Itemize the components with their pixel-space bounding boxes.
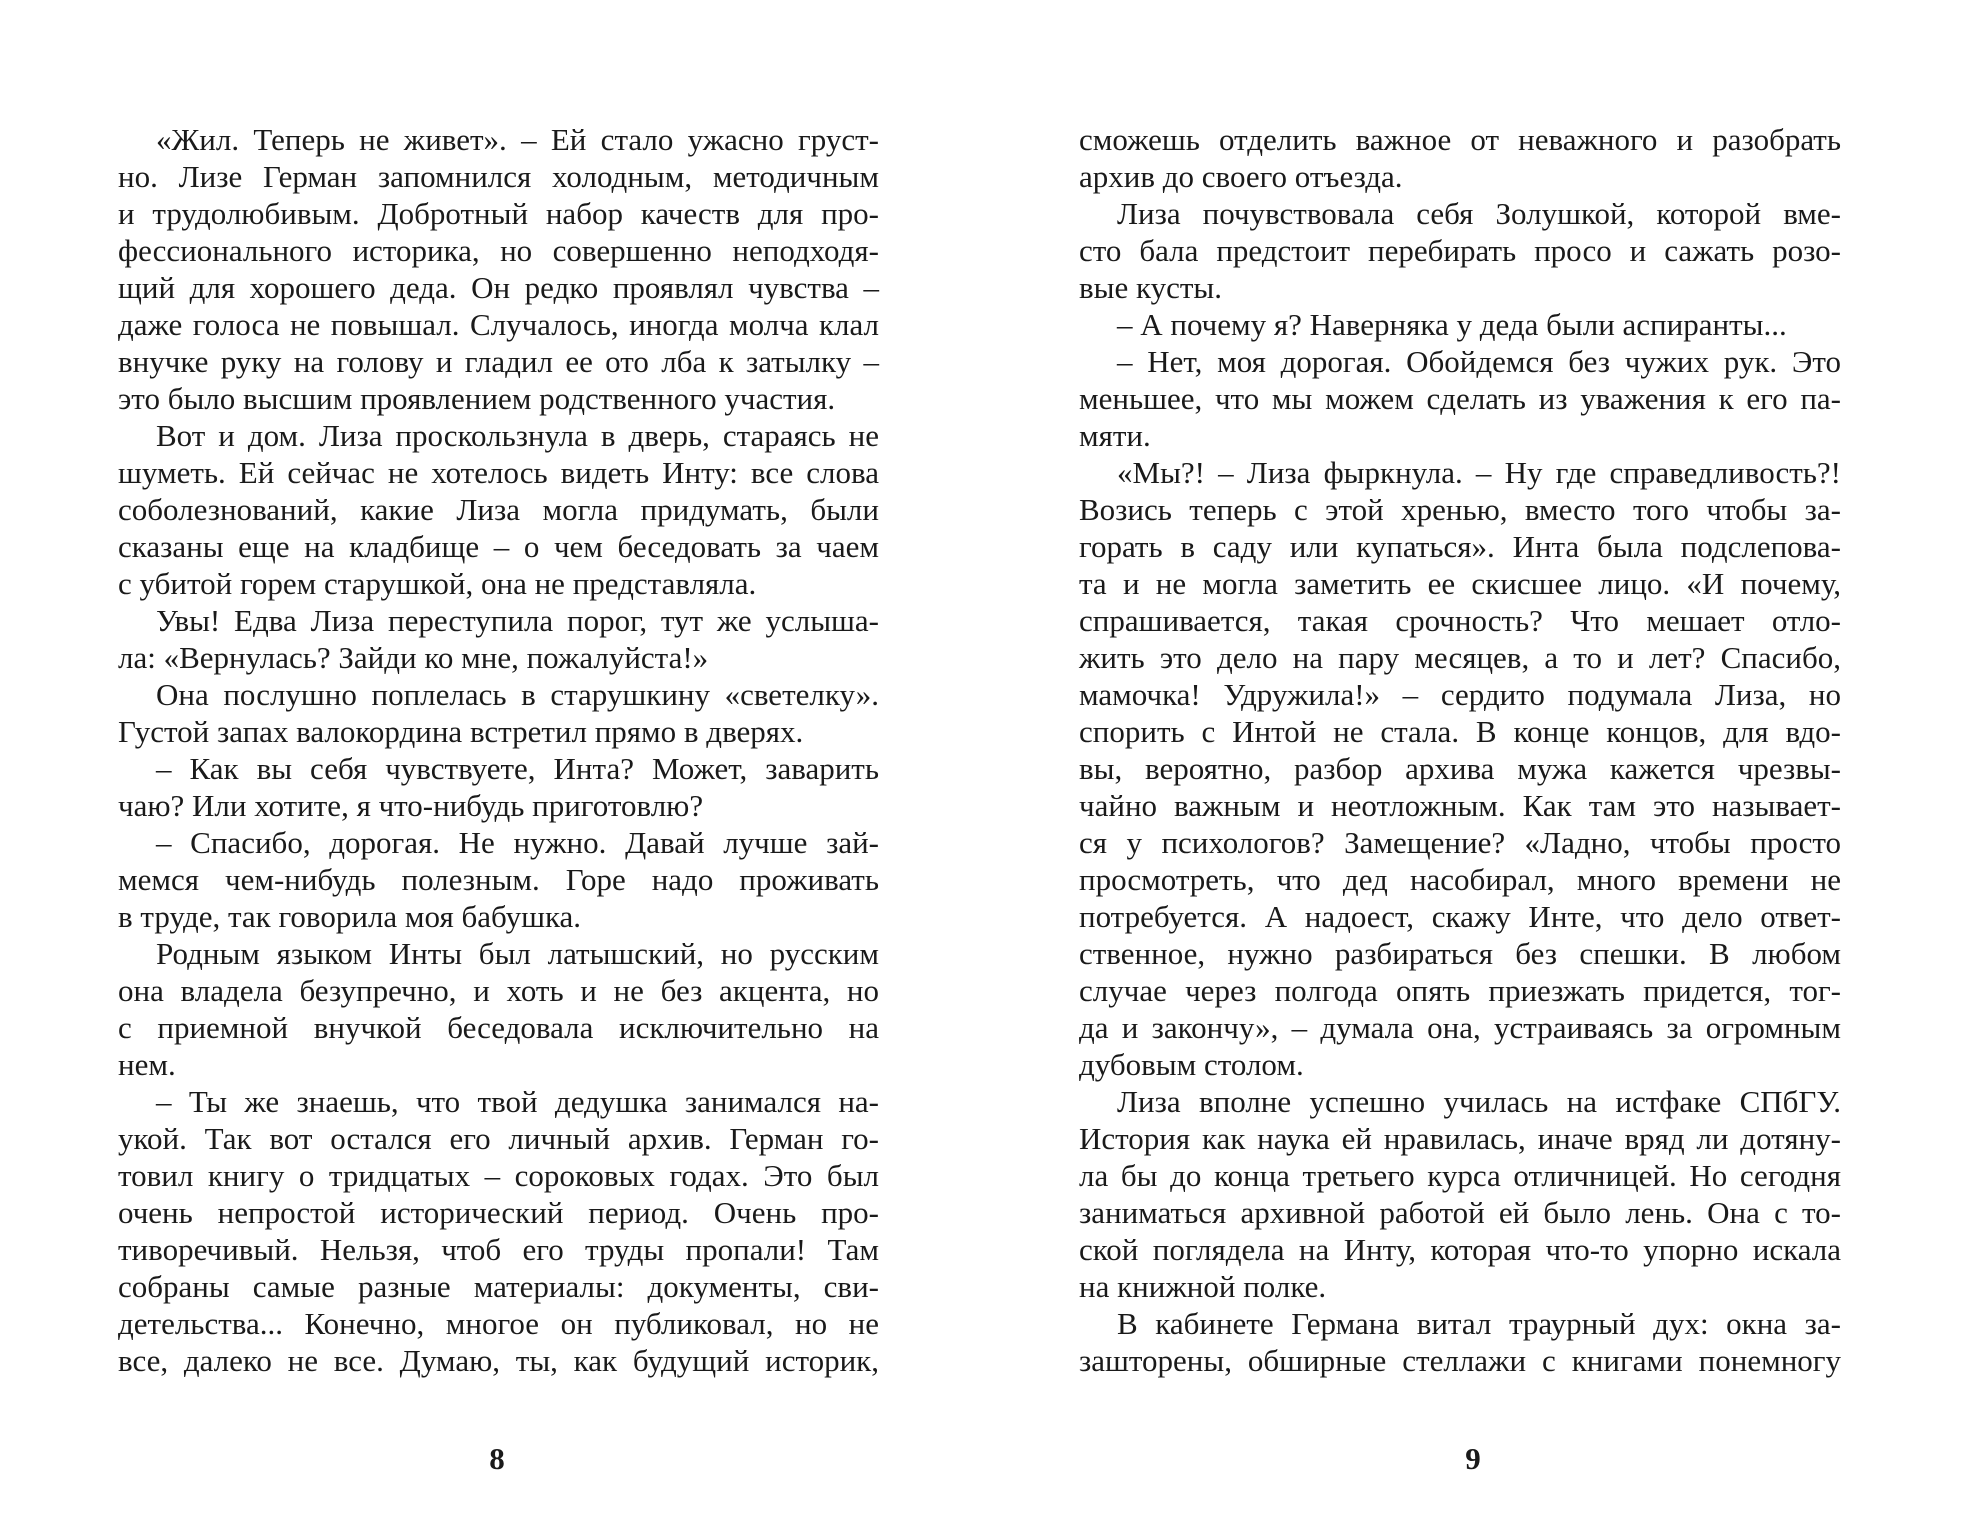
text-line: с убитой горем старушкой, она не представляла.	[118, 566, 757, 601]
text-line: нем.	[118, 1047, 176, 1082]
text-line: просмотреть, что дед насобирал, много времени не	[1079, 862, 1841, 897]
page-number: 8	[489, 1441, 505, 1476]
text-line: мяти.	[1079, 418, 1151, 453]
text-line: – А почему я? Наверняка у деда были аспиранты...	[1117, 307, 1787, 342]
text-line: – Спасибо, дорогая. Не нужно. Давай лучше зай-	[156, 825, 879, 860]
text-line: ся у психологов? Замещение? «Ладно, чтобы просто	[1079, 825, 1841, 860]
right-page	[984, 0, 1968, 1536]
text-line: тиворечивый. Нельзя, чтоб его труды пропали! Там	[118, 1232, 879, 1267]
text-line: сможешь отделить важное от неважного и разобрать	[1079, 122, 1841, 157]
text-line: Она послушно поплелась в старушкину «светелку».	[156, 677, 879, 712]
text-line: архив до своего отъезда.	[1079, 159, 1403, 194]
text-line: спрашивается, такая срочность? Что мешает отло-	[1079, 603, 1841, 638]
text-line: меньшее, что мы можем сделать из уважения к его па-	[1079, 381, 1841, 416]
text-line: все, далеко не все. Думаю, ты, как будущий историк,	[118, 1343, 879, 1378]
text-line: но. Лизе Герман запомнился холодным, методичным	[118, 159, 879, 194]
text-line: Лиза вполне успешно училась на истфаке СПбГУ.	[1117, 1084, 1841, 1119]
text-line: Вот и дом. Лиза проскользнула в дверь, стараясь не	[156, 418, 879, 453]
text-line: это было высшим проявлением родственного участия.	[118, 381, 836, 416]
text-line: «Мы?! – Лиза фыркнула. – Ну где справедливость?!	[1117, 455, 1841, 490]
text-line: Густой запах валокордина встретил прямо в дверях.	[118, 714, 804, 749]
text-line: ственное, нужно разбираться без спешки. В любом	[1079, 936, 1841, 971]
text-line: Родным языком Инты был латышский, но русским	[156, 936, 879, 971]
text-line: – Ты же знаешь, что твой дедушка занимался на-	[156, 1084, 879, 1119]
text-line: горать в саду или купаться». Инта была подслепова-	[1079, 529, 1841, 564]
text-line: ской поглядела на Инту, которая что-то упорно искала	[1079, 1232, 1841, 1267]
text-line: укой. Так вот остался его личный архив. Герман го-	[118, 1121, 879, 1156]
text-line: мамочка! Удружила!» – сердито подумала Лиза, но	[1079, 677, 1841, 712]
text-line: товил книгу о тридцатых – сороковых годах. Это был	[118, 1158, 879, 1193]
text-line: на книжной полке.	[1079, 1269, 1327, 1304]
text-line: и трудолюбивым. Добротный набор качеств для про-	[118, 196, 879, 231]
page-number: 9	[1465, 1441, 1481, 1476]
text-line: щий для хорошего деда. Он редко проявлял чувства –	[118, 270, 879, 305]
text-line: та и не могла заметить ее скисшее лицо. «И почему,	[1079, 566, 1841, 601]
text-line: собраны самые разные материалы: документы, сви-	[118, 1269, 879, 1304]
text-line: жить это дело на пару месяцев, а то и лет? Спасибо,	[1079, 640, 1841, 675]
text-line: очень непростой исторический период. Очень про-	[118, 1195, 879, 1230]
text-line: спорить с Интой не стала. В конце концов, для вдо-	[1079, 714, 1841, 749]
text-line: История как наука ей нравилась, иначе вряд ли дотяну-	[1079, 1121, 1841, 1156]
text-line: сказаны еще на кладбище – о чем беседовать за чаем	[118, 529, 879, 564]
text-line: В кабинете Германа витал траурный дух: окна за-	[1117, 1306, 1841, 1341]
text-line: потребуется. А надоест, скажу Инте, что дело ответ-	[1079, 899, 1841, 934]
text-line: дубовым столом.	[1079, 1047, 1304, 1082]
text-line: Возись теперь с этой хренью, вместо того чтобы за-	[1079, 492, 1841, 527]
text-line: чайно важным и неотложным. Как там это называет-	[1079, 788, 1841, 823]
text-line: ла бы до конца третьего курса отличницей. Но сегодня	[1079, 1158, 1841, 1193]
text-line: мемся чем-нибудь полезным. Горе надо проживать	[118, 862, 879, 897]
text-line: Лиза почувствовала себя Золушкой, которой вме-	[1117, 196, 1841, 231]
text-line: – Нет, моя дорогая. Обойдемся без чужих рук. Это	[1117, 344, 1841, 379]
text-line: с приемной внучкой беседовала исключительно на	[118, 1010, 879, 1045]
text-line: детельства... Конечно, многое он публиковал, но не	[118, 1306, 879, 1341]
text-line: случае через полгода опять приезжать придется, тог-	[1079, 973, 1841, 1008]
text-line: вые кусты.	[1079, 270, 1222, 305]
text-line: шуметь. Ей сейчас не хотелось видеть Инту: все слова	[118, 455, 879, 490]
text-line: зашторены, обширные стеллажи с книгами понемногу	[1079, 1343, 1841, 1378]
text-line: вы, вероятно, разбор архива мужа кажется чрезвы-	[1079, 751, 1841, 786]
text-line: внучке руку на голову и гладил ее ото лба к затылку –	[118, 344, 879, 379]
text-line: да и закончу», – думала она, устраиваясь за огромным	[1079, 1010, 1841, 1045]
text-line: заниматься архивной работой ей было лень. Она с то-	[1079, 1195, 1841, 1230]
text-line: в труде, так говорила моя бабушка.	[118, 899, 582, 934]
text-line: Увы! Едва Лиза переступила порог, тут же услыша-	[156, 603, 879, 638]
text-line: фессионального историка, но совершенно неподходя-	[118, 233, 879, 268]
text-line: она владела безупречно, и хоть и не без акцента, но	[118, 973, 879, 1008]
text-line: соболезнований, какие Лиза могла придумать, были	[118, 492, 879, 527]
text-line: «Жил. Теперь не живет». – Ей стало ужасно груст-	[156, 122, 879, 157]
text-line: – Как вы себя чувствуете, Инта? Может, заварить	[156, 751, 879, 786]
text-line: чаю? Или хотите, я что-нибудь приготовлю?	[118, 788, 704, 823]
text-line: ла: «Вернулась? Зайди ко мне, пожалуйста!»	[118, 640, 709, 675]
text-line: даже голоса не повышал. Случалось, иногда молча клал	[118, 307, 879, 342]
text-line: сто бала предстоит перебирать просо и сажать розо-	[1079, 233, 1841, 268]
